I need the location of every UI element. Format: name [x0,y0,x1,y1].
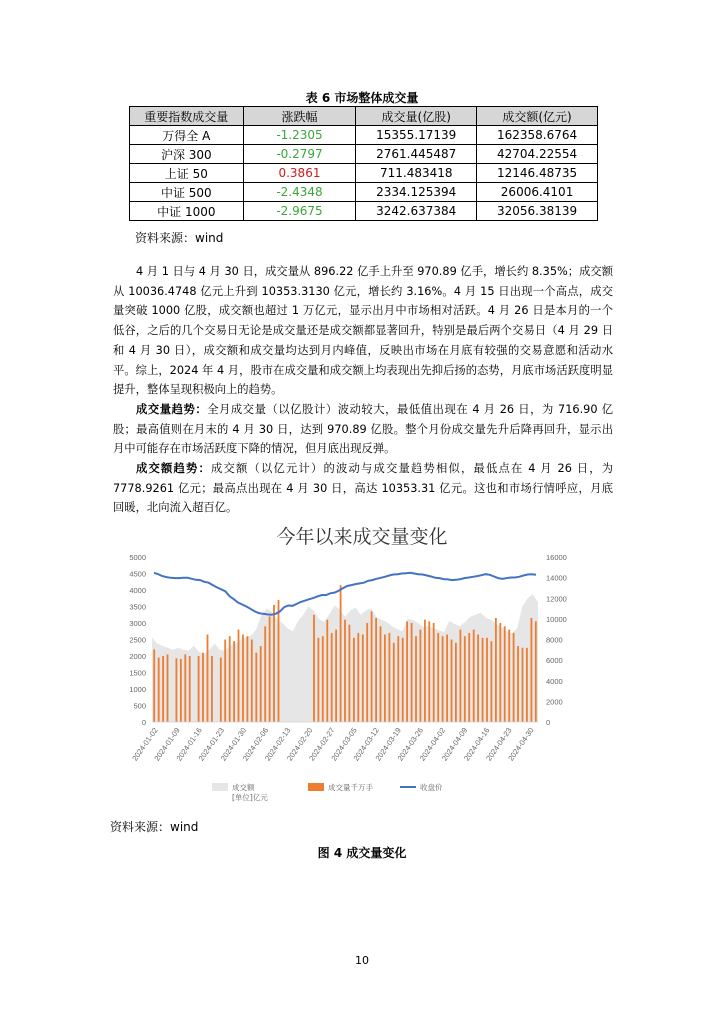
y-right-tick-label: 8000 [546,635,563,645]
volume-bar [482,638,484,722]
legend-swatch-volume [308,783,324,791]
header-amount: 成交额(亿元) [477,107,598,126]
volume-bar [508,630,510,722]
volume-bar [437,633,439,722]
amount-trend-text: 成交额（以亿元计）的波动与成交量趋势相似，最低点在 4 月 26 日，为 7778.9261 亿元；最高点出现在 4 月 30 日，高达 10353.31 亿元。这也和市场行情呼应，月底回暖，北向流入超百亿。 [113,462,613,515]
volume-bar [380,626,382,722]
x-tick-label: 2024-01-30 [218,725,249,763]
legend-label-amount: 成交额 [232,783,255,792]
index-name: 万得全 A [130,126,244,145]
index-change: -1.2305 [243,126,356,145]
index-amount: 12146.48735 [477,164,598,183]
table-row [130,164,598,183]
volume-bar [331,633,333,722]
volume-bar [176,658,178,722]
amount-trend-label: 成交额趋势： [136,462,211,476]
table-title: 表 6 市场整体成交量 [305,91,419,105]
x-tick-label: 2024-03-05 [329,725,359,763]
index-change: -2.4348 [243,183,356,202]
volume-bar [433,623,435,722]
x-tick-label: 2024-01-02 [130,725,160,763]
volume-bar [477,635,479,723]
volume-bar [415,636,417,722]
volume-bar [220,658,222,722]
volume-bar [335,630,337,722]
close-price-line [154,573,536,615]
volume-bar [202,653,204,722]
volume-bar [251,640,253,723]
volume-bar [499,623,501,722]
volume-bar [517,646,519,722]
y-left-tick-label: 4500 [129,569,146,579]
volume-bar [411,623,413,722]
x-tick-label: 2024-01-09 [152,725,182,763]
table-row [130,183,598,202]
x-tick-label: 2024-04-23 [484,725,514,763]
body-text [113,262,613,518]
legend-label-volume: 成交量千万手 [328,783,373,792]
volume-bar [229,636,231,722]
volume-bar [406,621,408,722]
legend [212,782,443,802]
legend-unit-amount: [单位]亿元 [232,793,268,802]
paragraph-summary: 4 月 1 日与 4 月 30 日，成交量从 896.22 亿手上升至 970.89 亿手，增长约 8.35%；成交额从 10036.4748 亿元上升到 10353.3130 亿元，增长约 3.16%。4 月 15 日出现一个高点，成交量突破 1000 亿股，成交额也超过 1 万亿元，显示出月中市场相对活跃。4 月 26 日是本月的一个低谷，之后的几个交易日无论是成交量还是成交额都显著回升，特别是最后两个交易日（4 月 29 日和 4 月 30 日），成交额和成交量均达到月内峰值，反映出市场在月底有较强的交易意愿和活动水平。综上，2024 年 4 月，股市在成交量和成交额上均表现出先抑后扬的态势，月底市场活跃度明显提升，整体呈现积极向上的趋势。 [113,265,613,397]
index-amount: 26006.4101 [477,183,598,202]
volume-bar [269,616,271,722]
volume-bar [366,623,368,722]
table-header-row [130,107,598,126]
volume-bar [260,646,262,722]
volume-bar [198,656,200,722]
volume-bar [522,648,524,722]
volume-bar [322,636,324,722]
volume-bar [313,615,315,722]
header-index: 重要指数成交量 [130,107,244,126]
x-tick-label: 2024-02-13 [262,725,293,763]
y-left-tick-label: 2000 [129,652,146,661]
x-tick-label: 2024-04-30 [506,725,536,763]
x-tick-label: 2024-02-27 [307,725,337,763]
index-volume: 15355.17139 [356,126,477,145]
volume-bar [238,630,240,722]
volume-bar [247,636,249,722]
x-tick-label: 2024-03-12 [351,725,381,763]
volume-bar [349,625,351,722]
volume-chart [110,545,580,810]
y-right-tick-label: 6000 [546,656,563,666]
paragraph-amount-trend [113,459,613,518]
header-volume: 成交量(亿股) [356,107,477,126]
volume-bar [455,643,457,722]
index-amount: 162358.6764 [477,126,598,145]
volume-bar [375,618,377,722]
volume-bar [384,635,386,723]
table-row [130,126,598,145]
header-change: 涨跌幅 [243,107,356,126]
x-tick-label: 2024-03-26 [395,725,426,763]
volume-bar [233,641,235,722]
volume-trend-label: 成交量趋势： [136,402,208,416]
volume-bar [531,618,533,722]
y-left-tick-label: 4000 [129,586,146,595]
volume-bar [162,656,164,722]
index-amount: 32056.38139 [477,202,598,221]
x-tick-label: 2024-03-19 [373,725,403,763]
x-tick-label: 2024-01-16 [174,725,204,763]
y-left-tick-label: 3000 [129,619,146,628]
volume-bar [428,621,430,722]
table-row [130,202,598,221]
y-right-tick-label: 10000 [546,614,567,624]
volume-bar [451,640,453,723]
index-name: 中证 500 [130,183,244,202]
x-tick-label: 2024-02-06 [240,725,271,763]
volume-bar [393,643,395,722]
index-change: -2.9675 [243,202,356,221]
volume-bar [207,635,209,723]
volume-bar [318,638,320,722]
volume-bar [402,638,404,722]
y-left-tick-label: 0 [141,718,146,727]
y-left-tick-label: 1500 [129,668,146,678]
x-tick-label: 2024-04-02 [417,725,448,763]
index-name: 上证 50 [130,164,244,183]
x-tick-label: 2024-04-16 [462,725,492,763]
volume-bar [278,600,280,722]
chart-source: 资料来源：wind [110,820,199,834]
volume-bar [357,633,359,722]
volume-bar [167,654,169,722]
volume-bar [491,641,493,722]
x-tick-label: 2024-04-09 [439,725,470,763]
volume-bar [180,659,182,722]
volume-bar [224,640,226,723]
index-name: 中证 1000 [130,202,244,221]
volume-bar [211,656,213,722]
volume-bar [273,605,275,722]
y-left-tick-label: 5000 [129,553,146,562]
figure-caption: 图 4 成交量变化 [317,846,407,860]
index-amount: 42704.22554 [477,145,598,164]
volume-bar [184,654,186,722]
index-change: -0.2797 [243,145,356,164]
y-right-tick-label: 0 [546,718,551,727]
index-volume: 3242.637384 [356,202,477,221]
market-volume-table [129,106,598,221]
volume-bar [513,633,515,722]
volume-bar [153,649,155,722]
volume-bar [255,653,257,722]
x-tick-label: 2024-02-20 [285,725,315,763]
volume-bar [424,620,426,722]
y-left-tick-label: 1000 [129,685,146,694]
legend-swatch-amount [212,783,228,791]
y-right-tick-label: 4000 [546,676,563,686]
y-left-tick-label: 3500 [129,602,146,612]
volume-bar [504,626,506,722]
volume-bar [189,656,191,722]
volume-bar [442,636,444,722]
page-number: 10 [355,954,369,967]
volume-bar [242,635,244,723]
y-right-tick-label: 16000 [546,553,567,562]
volume-bar [464,636,466,722]
y-left-tick-label: 2500 [129,635,146,645]
y-right-tick-label: 2000 [546,697,563,707]
volume-bar [446,635,448,723]
volume-bar [495,618,497,722]
legend-label-close: 收盘价 [420,783,443,792]
index-name: 沪深 300 [130,145,244,164]
y-right-tick-label: 12000 [546,594,567,604]
x-tick-label: 2024-01-23 [196,725,227,763]
index-volume: 2334.125394 [356,183,477,202]
volume-bar [420,630,422,722]
volume-bar [362,635,364,723]
volume-bar [535,621,537,722]
y-left-tick-label: 500 [133,701,146,711]
volume-bar [468,633,470,722]
chart-title: 今年以来成交量变化 [276,526,448,548]
paragraph-volume-trend [113,400,613,459]
volume-bar [486,638,488,722]
volume-bar [389,633,391,722]
volume-bar [158,658,160,722]
volume-trend-text: 全月成交量（以亿股计）波动较大，最低值出现在 4 月 26 日，为 716.90 亿股；最高值则在月末的 4 月 30 日，达到 970.89 亿股。整个月份成交量先升后降再回升，显示出月中可能存在市场活跃度下降的情况，但月底出现反弹。 [113,402,613,456]
volume-bar [473,630,475,722]
volume-bar [344,620,346,722]
table-source: 资料来源：wind [135,231,224,245]
index-volume: 711.483418 [356,164,477,183]
volume-bar [326,620,328,722]
table-row [130,145,598,164]
volume-bar [353,638,355,722]
volume-bar [371,611,373,722]
y-right-tick-label: 14000 [546,573,567,583]
index-change: 0.3861 [243,164,356,183]
volume-bar [264,626,266,722]
volume-bar [526,648,528,722]
volume-bar [460,630,462,722]
index-volume: 2761.445487 [356,145,477,164]
volume-bar [397,636,399,722]
close-line-layer [154,573,536,615]
volume-bar [340,585,342,722]
